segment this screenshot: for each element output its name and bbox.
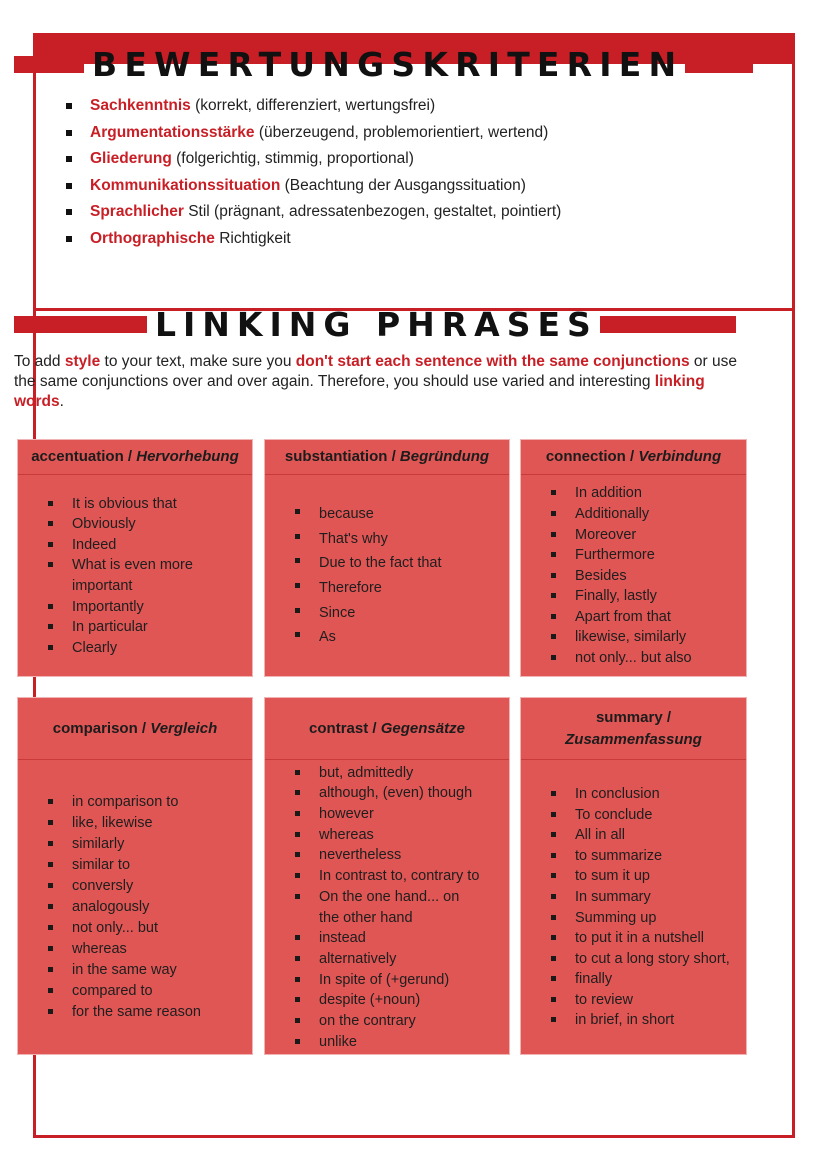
list-item: nevertheless: [293, 845, 509, 866]
box-header: [521, 440, 746, 475]
list-item: Importantly: [46, 597, 252, 618]
criteria-key: Sachkenntnis: [90, 97, 191, 114]
list-item: On the one hand... on the other hand: [293, 887, 483, 928]
box-title-de: Hervorhebung: [136, 448, 239, 465]
list-item: in brief, in short: [549, 1010, 746, 1031]
box-title-de: Zusammenfassung: [565, 730, 702, 748]
list-item: [64, 146, 561, 173]
list-item: not only... but: [46, 918, 252, 939]
heading-bar-left: [14, 316, 147, 333]
list-item: whereas: [46, 939, 252, 960]
criteria-description: (korrekt, differenziert, wertungsfrei): [190, 97, 436, 114]
list-item: [64, 226, 561, 253]
list-item: because: [293, 502, 509, 527]
list-item: All in all: [549, 825, 746, 846]
box-body: [265, 761, 509, 1054]
box-title-en: substantiation /: [284, 448, 400, 465]
linking-heading: [14, 302, 742, 346]
list-item: although, (even) though: [293, 783, 509, 804]
list-item: instead: [293, 928, 509, 949]
phrase-list: [293, 763, 509, 1053]
box-connection: [520, 439, 747, 677]
list-item: but, admittedly: [293, 763, 509, 784]
phrase-list: [46, 494, 252, 659]
box-title-en: accentuation /: [31, 448, 137, 465]
list-item: As: [293, 625, 509, 650]
list-item: Finally, lastly: [549, 586, 746, 607]
box-header: [18, 698, 252, 760]
box-header: [18, 440, 252, 475]
box-title-en: contrast /: [309, 719, 381, 737]
phrase-list: [293, 502, 509, 650]
list-item: Apart from that: [549, 607, 746, 628]
criteria-heading: [14, 42, 742, 86]
intro-highlight: style: [64, 353, 101, 370]
box-body: [18, 761, 252, 1054]
list-item: In summary: [549, 887, 746, 908]
list-item: Since: [293, 601, 509, 626]
list-item: for the same reason: [46, 1002, 252, 1023]
list-item: likewise, similarly: [549, 627, 746, 648]
box-body: [265, 476, 509, 676]
list-item: conversly: [46, 876, 252, 897]
box-title-de: Begründung: [399, 448, 490, 465]
box-title-en: summary /: [595, 708, 672, 726]
box-header: [265, 440, 509, 475]
box-substantiation: [264, 439, 510, 677]
criteria-description: Richtigkeit: [214, 229, 291, 247]
list-item: [64, 120, 561, 147]
intro-text: or use the same conjunctions over and over again. Therefore, you should use varied and interesting: [14, 353, 738, 390]
list-item: similarly: [46, 834, 252, 855]
list-item: to put it in a nutshell: [549, 928, 746, 949]
list-item: Moreover: [549, 525, 746, 546]
phrase-list: [549, 784, 746, 1031]
list-item: on the contrary: [293, 1011, 509, 1032]
box-title-de: Verbindung: [638, 448, 722, 465]
criteria-key: Orthographische: [90, 229, 215, 247]
list-item: Furthermore: [549, 545, 746, 566]
list-item: [64, 93, 561, 120]
list-item: In particular: [46, 617, 252, 638]
intro-highlight: linking words: [14, 373, 705, 410]
box-title-en: connection /: [545, 448, 639, 465]
list-item: finally: [549, 969, 746, 990]
list-item: however: [293, 804, 509, 825]
box-body: [521, 761, 746, 1054]
criteria-description: (Beachtung der Ausgangssituation): [280, 176, 526, 194]
list-item: in the same way: [46, 960, 252, 981]
box-body: [18, 476, 252, 676]
criteria-key: Sprachlicher: [90, 203, 184, 220]
phrase-list: [46, 792, 252, 1023]
linking-title: LINKING PHRASES: [155, 304, 598, 344]
box-title-de: Gegensätze: [380, 719, 465, 737]
list-item: In contrast to, contrary to: [293, 866, 509, 887]
criteria-description: (überzeugend, problemorientiert, wertend): [254, 123, 549, 141]
list-item: Therefore: [293, 576, 509, 601]
criteria-description: (folgerichtig, stimmig, proportional): [171, 150, 414, 167]
box-body: [521, 476, 746, 676]
criteria-title: BEWERTUNGSKRITERIEN: [92, 44, 684, 84]
list-item: alternatively: [293, 949, 509, 970]
list-item: to summarize: [549, 846, 746, 867]
intro-highlight: don't start each sentence with the same conjunctions: [295, 353, 690, 370]
box-header: [521, 698, 746, 760]
box-title-en: comparison /: [52, 719, 151, 737]
list-item: [64, 173, 561, 200]
list-item: Additionally: [549, 504, 746, 525]
list-item: to review: [549, 990, 746, 1011]
criteria-key: Argumentationsstärke: [90, 123, 255, 141]
heading-bar-right: [600, 316, 736, 333]
list-item: In addition: [549, 483, 746, 504]
list-item: unlike: [293, 1032, 509, 1053]
criteria-key: Kommunikationssituation: [90, 176, 281, 194]
phrase-list: [549, 483, 746, 668]
intro-paragraph: [14, 352, 744, 412]
box-comparison: [17, 697, 253, 1055]
list-item: to sum it up: [549, 866, 746, 887]
list-item: To conclude: [549, 805, 746, 826]
intro-text: To add: [14, 353, 65, 370]
list-item: In conclusion: [549, 784, 746, 805]
list-item: Indeed: [46, 535, 252, 556]
list-item: whereas: [293, 825, 509, 846]
list-item: Besides: [549, 566, 746, 587]
heading-bar-left: [14, 56, 84, 73]
list-item: similar to: [46, 855, 252, 876]
list-item: It is obvious that: [46, 494, 252, 515]
box-header: [265, 698, 509, 760]
list-item: to cut a long story short,: [549, 949, 746, 970]
list-item: Due to the fact that: [293, 551, 509, 576]
criteria-key: Gliederung: [90, 150, 172, 167]
list-item: Clearly: [46, 638, 252, 659]
list-item: What is even more important: [46, 555, 221, 596]
list-item: Summing up: [549, 908, 746, 929]
criteria-description: Stil (prägnant, adressatenbezogen, gestaltet, pointiert): [183, 203, 562, 220]
box-title-de: Vergleich: [150, 719, 218, 737]
intro-text: to your text, make sure you: [100, 353, 296, 370]
list-item: not only... but also: [549, 648, 746, 669]
list-item: compared to: [46, 981, 252, 1002]
list-item: That's why: [293, 527, 509, 552]
list-item: like, likewise: [46, 813, 252, 834]
box-summary: [520, 697, 747, 1055]
list-item: despite (+noun): [293, 990, 509, 1011]
list-item: [64, 199, 561, 226]
criteria-list: [64, 93, 561, 252]
list-item: analogously: [46, 897, 252, 918]
list-item: in comparison to: [46, 792, 252, 813]
intro-text: .: [59, 393, 64, 410]
box-contrast: [264, 697, 510, 1055]
list-item: Obviously: [46, 514, 252, 535]
heading-bar-right: [685, 56, 753, 73]
box-accentuation: [17, 439, 253, 677]
list-item: In spite of (+gerund): [293, 970, 509, 991]
